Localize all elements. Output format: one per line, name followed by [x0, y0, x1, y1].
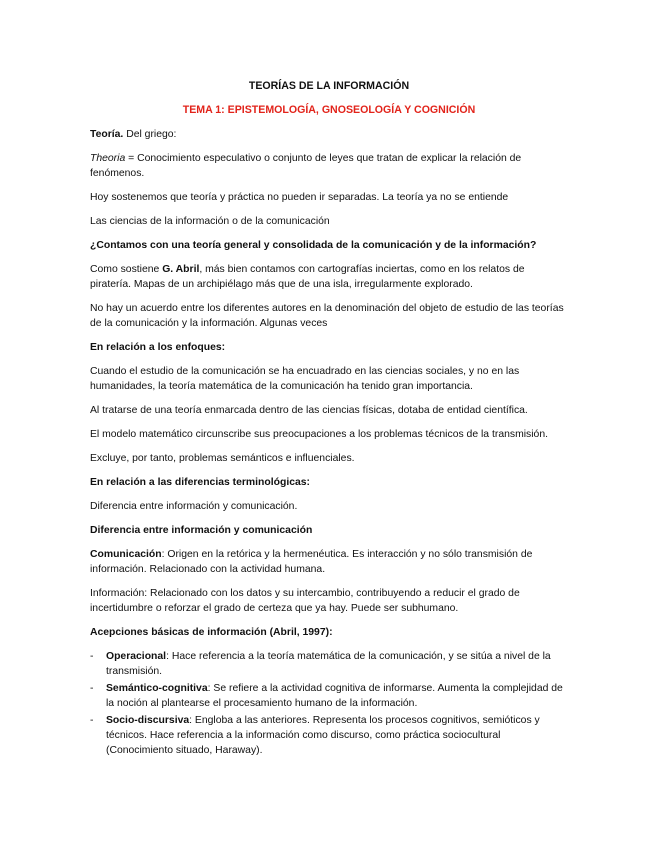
paragraph-tratarse: Al tratarse de una teoría enmarcada dentro de las ciencias físicas, dotaba de entidad científica.	[90, 405, 528, 416]
acepciones-list	[90, 649, 568, 758]
list-dash: -	[90, 651, 94, 662]
acepcion-label: Socio-discursiva	[106, 715, 190, 726]
paragraph-comunicacion	[90, 547, 568, 577]
theoria-text: = Conocimiento especulativo o conjunto de leyes que tratan de explicar la relación de fenómenos.	[90, 153, 522, 179]
list-dash: -	[90, 683, 94, 694]
abril-post: , más bien contamos con cartografías inciertas, como en los relatos de piratería. Mapas de un archipiélago más que de una isla, irregularmente explorado.	[90, 264, 525, 290]
teoria-label: Teoría.	[90, 129, 124, 140]
acepcion-text: : Hace referencia a la teoría matemática de la comunicación, y se sitúa a nivel de la transmisión.	[106, 651, 551, 677]
list-item	[90, 713, 568, 758]
document-body	[90, 79, 568, 760]
acepcion-text: : Engloba a las anteriores. Representa los procesos cognitivos, semióticos y técnicos. Hace referencia a la información como discurso, como práctica sociocultural (Conocimiento situado, Haraway).	[106, 715, 540, 756]
paragraph-theoria	[90, 151, 568, 181]
heading-terminologicas: En relación a las diferencias terminológicas:	[90, 477, 311, 488]
paragraph-abril	[90, 262, 568, 292]
paragraph-diferencia: Diferencia entre información y comunicación.	[90, 501, 298, 512]
comunicacion-label: Comunicación	[90, 549, 162, 560]
paragraph-cuando: Cuando el estudio de la comunicación se ha encuadrado en las ciencias sociales, y no en las humanidades, la teoría matemática de la comunicación ha tenido gran importancia.	[90, 366, 520, 392]
teoria-text: Del griego:	[123, 129, 177, 140]
heading-acepciones: Acepciones básicas de información (Abril, 1997):	[90, 627, 333, 638]
paragraph-ciencias: Las ciencias de la información o de la comunicación	[90, 216, 330, 227]
paragraph-acuerdo: No hay un acuerdo entre los diferentes autores en la denominación del objeto de estudio de las teorías de la comunicación y la información. Algunas veces	[90, 303, 564, 329]
paragraph-modelo: El modelo matemático circunscribe sus preocupaciones a los problemas técnicos de la transmisión.	[90, 429, 548, 440]
heading-enfoques: En relación a los enfoques:	[90, 342, 226, 353]
comunicacion-text: : Origen en la retórica y la hermenéutica. Es interacción y no sólo transmisión de información. Relacionado con la actividad humana.	[90, 549, 533, 575]
list-item	[90, 649, 568, 679]
acepcion-label: Semántico-cognitiva	[106, 683, 208, 694]
list-dash: -	[90, 715, 94, 726]
paragraph-excluye: Excluye, por tanto, problemas semánticos e influenciales.	[90, 453, 355, 464]
list-item	[90, 681, 568, 711]
paragraph-informacion: Información: Relacionado con los datos y su intercambio, contribuyendo a reducir el grado de incertidumbre o reforzar el grado de certeza que ya hay. Puede ser subhumano.	[90, 588, 520, 614]
paragraph-teoria	[90, 127, 568, 142]
heading-diferencia: Diferencia entre información y comunicación	[90, 525, 313, 536]
acepcion-label: Operacional	[106, 651, 167, 662]
acepcion-text: : Se refiere a la actividad cognitiva de informarse. Aumenta la complejidad de la noción al plantearse el procesamiento humano de la información.	[106, 683, 563, 709]
abril-pre: Como sostiene	[90, 264, 163, 275]
abril-name: G. Abril	[162, 264, 200, 275]
theoria-term: Theoria	[90, 153, 126, 164]
document-subtitle: TEMA 1: EPISTEMOLOGÍA, GNOSEOLOGÍA Y COGNICIÓN	[182, 104, 476, 116]
paragraph-hoy: Hoy sostenemos que teoría y práctica no pueden ir separadas. La teoría ya no se entiende	[90, 192, 509, 203]
document-title: TEORÍAS DE LA INFORMACIÓN	[248, 80, 410, 92]
question-contamos: ¿Contamos con una teoría general y consolidada de la comunicación y de la información?	[90, 240, 537, 251]
